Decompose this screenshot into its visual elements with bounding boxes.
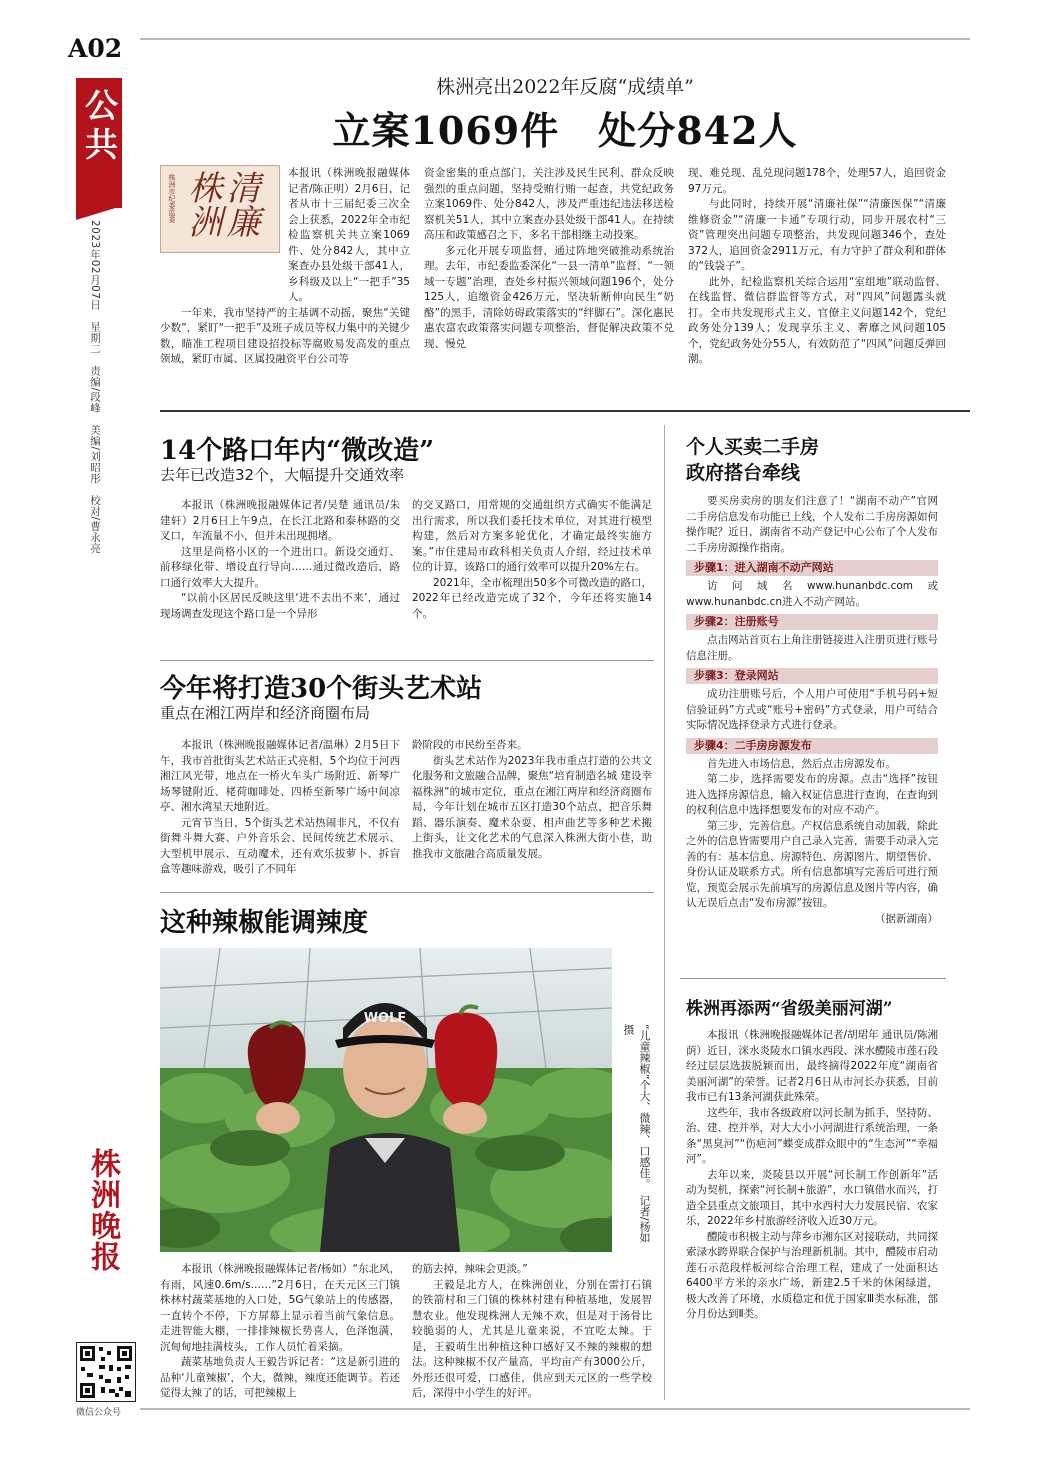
- pepper-photo: [160, 948, 612, 1252]
- pepper-p3: 的筋去掉，辣味会更淡。”: [412, 1263, 528, 1275]
- housing-step2-title: 步骤2：注册账号: [686, 614, 938, 630]
- lead-headline: 立案1069件 处分842人: [332, 108, 798, 153]
- rivers-p3: 去年以来，炎陵县以开展“河长制工作创新年”活动为契机，探索“河长制+旅游”，水口镇借水而兴，打造全县重点文旅项目，其中水西村大力发展民宿、农家乐，2022年乡村旅游经济收入近30万元。: [686, 1168, 938, 1227]
- section-tag: [76, 78, 122, 208]
- housing-after-1: 第二步，选择需要发布的房源。点击“选择”按钮进入选择房源信息，输入权证信息进行查询，在查询到的权利信息中选择想要发布的对应不动产。: [686, 773, 938, 816]
- housing-step2-text: 点击网站首页右上角注册链接进入注册页进行账号信息注册。: [686, 634, 938, 662]
- pepper-photo-illustration: [160, 948, 612, 1252]
- pepper-p4: 王毅是北方人，在株洲创业，分别在雷打石镇的铁箭村和三门镇的株林村建有种植基地，发展智慧农业。他发现株洲人无辣不欢，但是对于汤骨比较脆弱的人，尤其是儿童来说，不宜吃太辣。于是，王毅萌生出种植这种口感好又不辣的辣椒的想法。这种辣椒不仅产量高，平均亩产有3000公斤，外形还很可爱，口感佳，供应到天元区的一些学校后，深得中小学生的好评。: [412, 1278, 652, 1399]
- stations-col2: [412, 738, 652, 862]
- pepper-col2: [412, 1262, 652, 1402]
- section-name: 公共: [80, 88, 119, 166]
- housing-source: （据新湖南）: [875, 912, 938, 925]
- stations-headline: 今年将打造30个街头艺术站: [160, 674, 483, 704]
- column-separator: [664, 425, 665, 1400]
- issue-date-line: 2023年02月07日 星期二 责编/段峰 美编/刘昭彤 校对/曹永亮: [89, 220, 101, 554]
- logo-small-text: 株洲市纪委监委: [168, 174, 176, 223]
- logo-big-text: 清廉株洲: [182, 170, 260, 238]
- lead-p7: 此外，纪检监察机关综合运用“室组地”联动监督、在线监督、微信群监督等方式，对“四风”问题露头就打。全市共发现形式主义、官僚主义问题142个，党纪政务处分139人；发现享乐主义、奢靡之风问题105个，党纪政务处分55人，有效防范了“四风”问题反弹回潮。: [688, 275, 946, 365]
- cap-text: WOLF: [363, 1011, 407, 1026]
- stations-p2: 元宵节当日，5个街头艺术站热闹非凡，不仅有街舞斗舞大赛、户外音乐会、民间传统艺术展示、大型机甲展示、互动魔术，还有欢乐拔萝卜、拆盲盒等趣味游戏，吸引了不同年: [160, 816, 400, 875]
- stations-p1: 本报讯（株洲晚报融媒体记者/温琳）2月5日下午，我市首批街头艺术站正式亮相，5个均位于河西湘江风光带，地点在一桥火车头广场附近、新琴广场琴键附近、栳荷咖啡处、四桥至新琴广场中间凉亭、湘水湾星天地附近。: [160, 739, 400, 813]
- pepper-p1: 本报讯（株洲晚报融媒体记者/杨如）“东北风，有雨，风速0.6m/s……”2月6日，在天元区三门镇株林村蔬菜基地的入口处，5G气象站上的传感器，一直转个不停，下方屏幕上显示着当前气象信息。走进智能大棚，一排排辣椒长势喜人，色泽饱满，沉甸甸地挂满枝头，工作人员忙着采摘。: [160, 1263, 400, 1353]
- intersections-p5: 2021年，全市梳理出50多个可微改造的路口，2022年已经改造完成了32个，今年还将实施14个。: [412, 576, 652, 620]
- pepper-p2: 蔬菜基地负责人王毅告诉记者：“这是新引进的品种‘儿童辣椒’，个大，微辣，辣度还能调节。若还觉得太辣了的话，可把辣椒上: [160, 1356, 400, 1399]
- housing-headline-2: 政府搭台牵线: [686, 462, 801, 484]
- lead-p4: 多元化开展专项监督，通过阵地突破推动系统治理。去年，市纪委监委深化“一县一清单”监督、“一领域一专题”治理，查处乡村振兴领域问题196个，处分125人，追缴资金426万元，坚决斩断伸向民生“奶酪”的黑手，清除妨碍政策落实的“绊脚石”。深化惠民惠农富农政策落实问题专项整治，督促解决政策不兑现、慢兑: [424, 244, 674, 350]
- section-tag-notch: [76, 206, 122, 220]
- rule-2: [160, 892, 654, 893]
- intersections-headline: 14个路口年内“微改造”: [160, 436, 435, 466]
- pepper-headline: 这种辣椒能调辣度: [160, 908, 369, 938]
- stations-col1: [160, 738, 400, 878]
- bottom-rule: [140, 1408, 970, 1410]
- rivers-body: [686, 1028, 938, 1323]
- stations-p3: 龄阶段的市民纷至沓来。: [412, 739, 528, 751]
- lead-col3: [688, 166, 946, 368]
- lead-p3: 资金密集的重点部门，关注涉及民生民利、群众反映强烈的重点问题，坚持受贿行贿一起查，共党纪政务立案1069件、处分842人，涉及严重违纪违法移送检察机关51人，其中立案查办县处级干部41人。在持续高压和政策感召之下，多名干部相继主动投案。: [424, 167, 674, 241]
- housing-step3-text: 成功注册账号后，个人用户可使用“手机号码+短信验证码”方式或“账号+密码”方式登录，用户可结合实际情况选择登录方式进行登录。: [686, 688, 938, 731]
- stations-p4: 街头艺术站作为2023年我市重点打造的公共文化服务和文旅融合品牌，聚焦“培育制造名城 建设幸福株洲”的城市定位，重点在湘江两岸和经济商圈布局，今年计划在城市五区打造30个站点，把音乐舞蹈、器乐演奏、魔术杂耍、相声曲艺等多种艺术搬上街头，让文化艺术的气息深入株洲大街小巷，助推我市文旅融合高质量发展。: [412, 754, 652, 860]
- housing-intro: 要买房卖房的朋友们注意了！“湖南不动产”官网二手房信息发布功能已上线，个人发布二手房房源如何操作呢？近日，湖南省不动产登记中心公布了个人发布二手房房源操作指南。: [686, 495, 938, 554]
- housing-after-2: 第三步，完善信息。产权信息系统自动加载，除此之外的信息皆需要用户自己录入完善，需要手动录入完善的有：基本信息、房源特色、房源图片、期望售价、身份认证及联系方式。所有信息都填写完善后可进行预览，预览会展示先前填写的房源信息及图片等内容，确认无误后点击“发布房源”按钮。: [686, 819, 938, 909]
- lead-p2: 一年来，我市坚持严的主基调不动摇，聚焦“关键少数”，紧盯“一把手”及班子成员等权力集中的关键少数，瞄准工程项目建设招投标等腐败易发高发的重点领域，紧盯市属、区属投融资平台公司等: [160, 306, 410, 365]
- lead-kicker: 株洲亮出2022年反腐“成绩单”: [436, 76, 694, 98]
- stations-subhead: 重点在湘江两岸和经济商圈布局: [160, 704, 371, 722]
- qr-label: 微信公众号: [76, 1408, 122, 1418]
- rivers-p4: 醴陵市积极主动与萍乡市湘东区对接联动，共同探索渌水跨界联合保护与治理新机制。其中，醴陵市启动莲石示范段样板河综合治理工程，建成了一处面积达6400平方米的亲水广场，新建2.5千米的休闲绿道，极大改善了环境，水质稳定和优于国家Ⅲ类水标准，部分月份达到Ⅱ类。: [686, 1230, 938, 1320]
- lead-col2: [424, 166, 674, 352]
- pepper-photo-caption: “儿童辣椒”个大、微辣、口感佳。 记者/杨如 摄: [622, 1024, 651, 1243]
- intersections-p1: 本报讯（株洲晚报融媒体记者/吴楚 通讯员/朱建轩）2月6日上午9点，在长江北路和泰林路的交叉口，车流量不小，但并未出现拥堵。: [160, 499, 400, 542]
- housing-step3-title: 步骤3：登录网站: [686, 668, 938, 684]
- intersections-p2: 这里是尚格小区的一个进出口。新设交通灯、前移绿化带、增设直行导向……通过微改造后，路口通行效率大大提升。: [160, 545, 400, 589]
- intersections-p3: “以前小区居民反映这里‘进不去出不来’，通过现场调查发现这个路口是一个异形: [160, 592, 400, 620]
- housing-body: [686, 494, 938, 927]
- housing-step1-title: 步骤1：进入湖南不动产网站: [686, 560, 938, 576]
- lead-bottom-rule: [160, 410, 970, 412]
- intersections-col2: [412, 498, 652, 622]
- housing-step1-text: 访问域名www.hunanbdc.com或www.hunanbdc.cn进入不动产网站。: [686, 580, 938, 608]
- intersections-col1: [160, 498, 400, 622]
- intersections-p4: 的交叉路口，用常规的交通组织方式确实不能满足出行需求，所以我们委托技术单位，对其进行模型构建，然后对方案多轮优化，才确定最终实施方案。”市住建局市政科相关负责人介绍，经过技术单位的计算，该路口的通行效率可以提升20%左右。: [412, 499, 652, 573]
- page-number: A02: [68, 34, 123, 63]
- housing-step4-text: 首先进入市场信息，然后点击房源发布。: [707, 757, 896, 770]
- wechat-qr[interactable]: [76, 1342, 136, 1402]
- lead-p1: 本报讯（株洲晚报融媒体记者/陈正明）2月6日，记者从市十三届纪委三次全会上获悉，2022年全市纪检监察机关共立案1069件、处分842人，其中立案查办县处级干部41人，乡科级及以上“一把手”35人。: [288, 167, 410, 303]
- rivers-p2: 这些年，我市各级政府以河长制为抓手，坚持防、治、建、控并举，对大大小小河湖进行系统治理，一条条“黑臭河”“伤疤河”蝶变成群众眼中的“生态河”“幸福河”。: [686, 1106, 938, 1165]
- intersections-subhead: 去年已改造32个，大幅提升交通效率: [160, 466, 405, 484]
- pepper-col1: [160, 1262, 400, 1402]
- lead-p5: 现、难兑现、乱兑现问题178个，处理57人，追回资金97万元。: [688, 167, 946, 195]
- housing-step4-title: 步骤4：二手房房源发布: [686, 738, 938, 754]
- lead-col1: [160, 166, 410, 368]
- rivers-headline: 株洲再添两“省级美丽河湖”: [686, 999, 893, 1019]
- top-rule: [140, 38, 970, 40]
- rivers-p1: 本报讯（株洲晚报融媒体记者/胡珺年 通讯员/陈湘荫）近日，洣水炎陵水口镇水西段、洣水醴陵市莲石段经过层层选拔脱颖而出，最终摘得2022年度“湖南省美丽河湖”的荣誉。记者2月6日从市河长办获悉，目前我市已有13条河湖获此殊荣。: [686, 1029, 938, 1103]
- rule-1: [160, 660, 654, 661]
- rule-3: [680, 978, 946, 979]
- lead-p6: 与此同时，持续开展“清廉社保”“清廉医保”“清廉维修资金”“清廉一卡通”专项行动，同步开展农村“三资”管理突出问题专项整治，共发现问题346个，查处372人，追回资金2911万元，有力守护了群众利和群体的“钱袋子”。: [688, 198, 946, 272]
- housing-headline-1: 个人买卖二手房: [686, 436, 820, 458]
- newspaper-brand: 株洲晚报: [85, 1148, 120, 1272]
